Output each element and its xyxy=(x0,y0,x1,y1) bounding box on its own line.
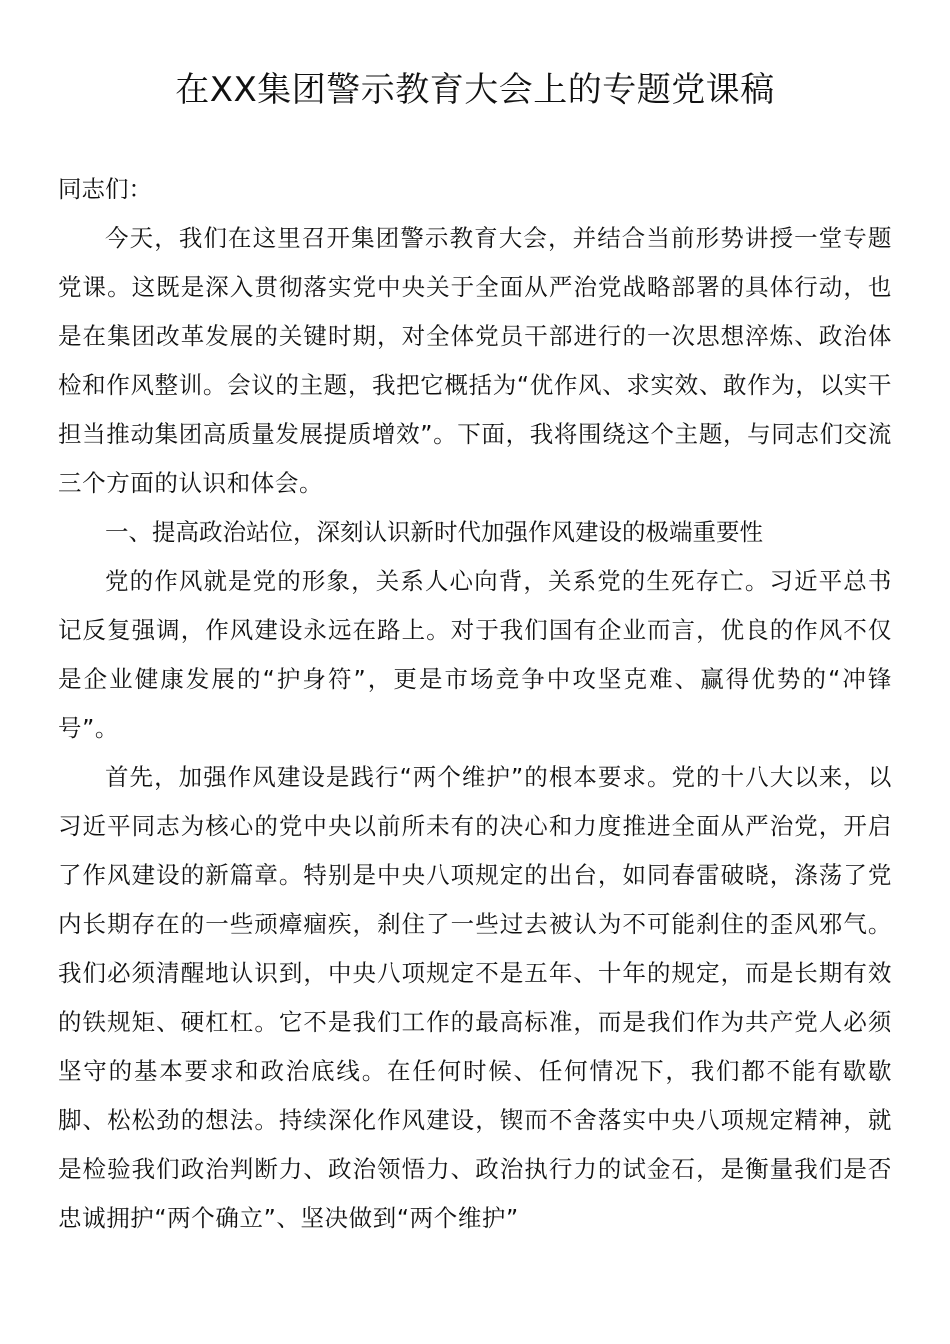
salutation: 同志们： xyxy=(58,175,152,203)
document-title: 在XX集团警示教育大会上的专题党课稿 xyxy=(175,70,775,110)
intro-paragraph: 今天，我们在这里召开集团警示教育大会，并结合当前形势讲授一堂专题党课。这既是深入贯彻落实党中央关于全面从严治党战略部署的具体行动，也是在集团改革发展的关键时期，对全体党员干部进行的一次思想淬炼、政治体检和作风整训。会议的主题，我把它概括为“优作风、求实效、敢作为，以实干担当推动集团高质量发展提质增效”。下面，我将围绕这个主题，与同志们交流三个方面的认识和体会。 xyxy=(58,224,892,497)
section1-paragraph-2: 首先，加强作风建设是践行“两个维护”的根本要求。党的十八大以来，以习近平同志为核心的党中央以前所未有的决心和力度推进全面从严治党，开启了作风建设的新篇章。特别是中央八项规定的出台，如同春雷破晓，涤荡了党内长期存在的一些顽瘴痼疾，刹住了一些过去被认为不可能刹住的歪风邪气。我们必须清醒地认识到，中央八项规定不是五年、十年的规定，而是长期有效的铁规矩、硬杠杠。它不是我们工作的最高标准，而是我们作为共产党人必须坚守的基本要求和政治底线。在任何时候、任何情况下，我们都不能有歇歇脚、松松劲的想法。持续深化作风建设，锲而不舍落实中央八项规定精神，就是检验我们政治判断力、政治领悟力、政治执行力的试金石，是衡量我们是否忠诚拥护“两个确立”、坚决做到“两个维护” xyxy=(58,763,892,1232)
section-heading-1: 一、提高政治站位，深刻认识新时代加强作风建设的极端重要性 xyxy=(105,518,763,546)
section1-paragraph-1: 党的作风就是党的形象，关系人心向背，关系党的生死存亡。习近平总书记反复强调，作风建设永远在路上。对于我们国有企业而言，优良的作风不仅是企业健康发展的“护身符”，更是市场竞争中攻坚克难、赢得优势的“冲锋号”。 xyxy=(58,567,892,742)
